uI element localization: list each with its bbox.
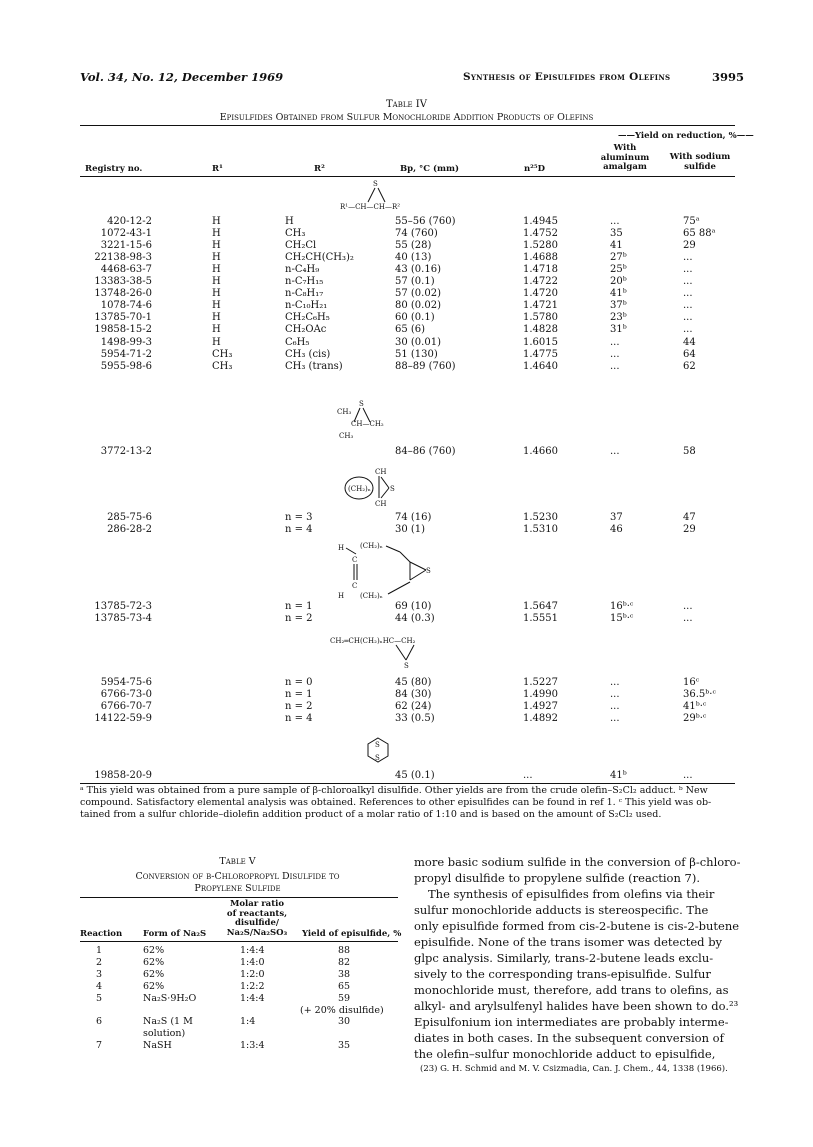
table4-cell-n: n = 3 [285,512,313,523]
svg-text:CH₃: CH₃ [337,408,352,416]
table4-cell-r1: CH₃ [212,348,233,360]
table4-cell-nd: 1.4718 [523,264,558,276]
table4-cell-r1: CH₃ [212,360,233,372]
table4-cell-na: ... [683,601,693,612]
col-nd: n²⁵D [524,164,545,174]
table4-cell-reg: 14122-59-9 [94,713,152,724]
svg-text:S: S [390,485,395,493]
table4-cell-r2: H [285,216,294,227]
table4-cell-nd: 1.4945 [523,216,558,227]
table4-cell-r1: H [212,228,221,240]
table4-cell-reg: 3221-15-6 [100,240,152,252]
svg-text:S: S [426,567,431,575]
svg-text:S: S [404,662,409,670]
table4-cell-al: 41 [610,240,623,252]
table4-cell-na: 44 [683,336,696,348]
table4-cell-reg: 6766-70-7 [100,701,152,712]
table4-cell-na: 29 [683,240,696,252]
table4-cell-al: 23ᵇ [610,312,627,324]
table4-cell-n: n = 2 [285,701,313,712]
table4-cell-nd: 1.5647 [523,601,558,612]
table4-cell-reg: 420-12-2 [107,216,152,227]
table4-cell-al: 20ᵇ [610,276,627,288]
table5-cell-rx: 1 [95,945,102,956]
table4-cell-nd: 1.6015 [523,336,558,348]
table4-cell-bp: 33 (0.5) [395,713,435,724]
body-line: sulfur monochloride adducts is stereospecific. The [414,903,709,917]
table5-cell-rx: 7 [95,1040,102,1052]
table4-cell-na: 47 [683,512,696,523]
body-line: episulfide. None of the trans isomer was detected by [414,935,723,949]
body-line: more basic sodium sulfide in the conversion of β-chloro- [414,855,741,869]
table5-cell-yield: 65 [338,980,351,992]
running-header-left: Vol. 34, No. 12, December 1969 [80,70,284,84]
table4-cell-bp: 57 (0.1) [395,276,435,288]
body-line: diates in both cases. In the subsequent conversion of [414,1031,724,1045]
table5-col-reaction: Reaction [80,929,123,939]
dithiane-ring-structure [366,736,390,766]
table4-cell-na: ... [683,312,693,324]
table4-cell-bp: 30 (0.01) [395,336,441,348]
table4-cell-bp: 60 (0.1) [395,312,435,324]
table4-cell-al: ... [610,216,620,227]
table4-cell-nd: 1.4892 [523,713,558,724]
table4-cell-na: ... [683,252,693,264]
table5-cell-yield: 88 [338,945,351,956]
table4-cell-reg: 13383-38-5 [94,276,152,288]
table4-cell-nd: 1.5551 [523,613,558,624]
table4-cell-nd: 1.4720 [523,288,558,300]
col-registry: Registry no. [85,164,143,174]
table4-cell-al: ... [610,360,620,372]
table4-cell-al: 15ᵇ·ᶜ [610,613,634,624]
table4-cell-nd: 1.5280 [523,240,558,252]
svg-text:S: S [375,754,380,762]
table4-cell-r1: H [212,264,221,276]
table4-cell-na: 41ᵇ·ᶜ [683,701,707,712]
table4-cell-na: 62 [683,360,696,372]
col-sodium-sulfide: With sodium sulfide [669,152,731,172]
thiirane-structure-generic [340,178,430,214]
table4-cell-na: 29 [683,524,696,535]
table5-cell-ratio: 1:4:4 [240,992,265,1004]
table4-cell-nd: 1.4927 [523,701,558,712]
table4-label: Table IV [386,99,427,110]
cyclic-diene-episulfide-structure [338,540,448,600]
table4-cell-reg: 6766-73-0 [100,689,152,700]
vinyl-thiirane-structure [330,634,440,670]
table4-top-rule [80,125,735,126]
table4-header-rule [80,176,735,177]
table4-cell-al: 25ᵇ [610,264,627,276]
table4-cell-r2: n-C₄H₉ [285,264,320,276]
table4-cell-reg: 1498-99-3 [100,336,152,348]
table5-cell-form: 62% [143,980,165,992]
body-line: monochloride must, therefore, add trans to olefins, as [414,983,729,997]
table4-cell-reg: 13748-26-0 [94,288,152,300]
table4-cell-bp: 69 (10) [395,601,432,612]
table4-cell-al: 41ᵇ [610,770,627,781]
table4-cell-r1: H [212,336,221,348]
table4-cell-na: 58 [683,446,696,457]
table5-cell-ratio: 1:2:2 [240,980,265,992]
table4-cell-n: n = 4 [285,713,313,724]
table4-cell-bp: 57 (0.02) [395,288,441,300]
bicyclic-thiirane-structure [345,468,405,508]
table5-cell-rx: 6 [95,1016,102,1028]
tetramethyl-thiirane-structure [337,400,407,442]
table5-cell-ratio: 1:3:4 [240,1040,265,1052]
table4-cell-reg: 13785-72-3 [94,601,152,612]
table4-cell-bp: 55–56 (760) [395,216,456,227]
table5-col-ratio: Molar ratio of reactants, disulfide/ Na₂S/Na₂SO₃ [226,899,288,938]
table5-cell-form: Na₂S (1 M [143,1016,193,1028]
table4-cell-bp: 45 (80) [395,677,432,688]
table5-cell-form: 62% [143,968,165,980]
table4-cell-r1: H [212,240,221,252]
body-line: The synthesis of episulfides from olefins via their [428,887,715,901]
table4-cell-r2: CH₃ (trans) [285,360,343,372]
table5-cell-yield: 59 [338,992,351,1004]
table4-cell-na: ... [683,276,693,288]
table4-cell-na: 29ᵇ·ᶜ [683,713,707,724]
svg-text:H: H [338,592,345,600]
table4-cell-na: 75ᵃ [683,216,700,227]
reference-23: (23) G. H. Schmid and M. V. Csizmadia, Can. J. Chem., 44, 1338 (1966). [420,1064,728,1074]
table4-footnotes: ᵃ This yield was obtained from a pure sample of β-chloroalkyl disulfide. Other yields are from the crude olefin–S₂Cl₂ adduct. ᵇ New compound. Satisfactory elemental analysis was obtained. References to other episulfides can be found in ref 1. ᶜ This yield was ob- tained from a sulfur chloride–diolefin addition product of a molar ratio of 1:10 and is based on the amount of S₂Cl₂ used. [80,785,712,820]
table4-cell-al: ... [610,348,620,360]
body-line: propyl disulfide to propylene sulfide (reaction 7). [414,871,700,885]
table4-cell-al: ... [610,446,620,457]
table4-cell-na: ... [683,288,693,300]
svg-text:C: C [352,582,358,590]
table5-top-rule [80,897,398,898]
body-line: glpc analysis. Similarly, trans-2-butene leads exclu- [414,951,714,965]
svg-text:CH₃: CH₃ [339,432,354,440]
table4-cell-nd: 1.4775 [523,348,558,360]
svg-text:S: S [359,400,364,408]
table5-cell-yield: 38 [338,968,351,980]
table4-cell-nd: 1.5310 [523,524,558,535]
table4-cell-al: ... [610,713,620,724]
table4-cell-na: 36.5ᵇ·ᶜ [683,689,716,700]
svg-text:CH—CH₂: CH—CH₂ [351,420,384,428]
svg-text:R¹—CH—CH—R²: R¹—CH—CH—R² [340,203,401,211]
table5-cell-form: 62% [143,956,165,968]
body-line: sively to the corresponding trans-episulfide. Sulfur [414,967,711,981]
table4-cell-nd: 1.4752 [523,228,558,240]
table4-cell-r2: C₆H₅ [285,336,310,348]
table5-col-form: Form of Na₂S [143,929,207,939]
body-line: Episulfonium ion intermediates are probably interme- [414,1015,729,1029]
table5-cell-yield: 35 [338,1040,351,1052]
table4-cell-al: 37ᵇ [610,300,627,312]
table4-cell-r2: n-C₈H₁₇ [285,288,324,300]
table4-cell-r1: H [212,252,221,264]
table4-cell-bp: 40 (13) [395,252,432,264]
table4-cell-reg: 5954-75-6 [100,677,152,688]
svg-text:S: S [373,180,378,188]
table4-cell-bp: 51 (130) [395,348,438,360]
table4-cell-bp: 43 (0.16) [395,264,441,276]
col-aluminum: With aluminum amalgam [600,143,650,172]
table5-label: Table V [219,856,256,867]
table4-cell-r2: CH₃ [285,228,306,240]
body-line: only episulfide formed from cis-2-butene is cis-2-butene [414,919,740,933]
table4-cell-n: n = 0 [285,677,313,688]
table4-cell-al: 35 [610,228,623,240]
table4-cell-r2: CH₃ (cis) [285,348,331,360]
table4-cell-nd: 1.4640 [523,360,558,372]
table4-cell-nd: 1.5230 [523,512,558,523]
body-line: alkyl- and arylsulfenyl halides have been shown to do.²³ [414,999,739,1013]
svg-text:H: H [338,544,345,552]
table4-cell-n: n = 1 [285,601,313,612]
body-paragraph [414,854,741,1062]
table5-cell-form: NaSH [143,1040,172,1052]
table5-cell-ratio: 1:4:0 [240,956,265,968]
table4-cell-nd: 1.5227 [523,677,558,688]
table5-cell-rx: 5 [95,992,102,1004]
table4-cell-reg: 3772-13-2 [100,446,152,457]
col-r1: R¹ [212,164,223,174]
table5-cell-rx: 2 [95,956,102,968]
table4-cell-nd: 1.4660 [523,446,558,457]
table4-cell-bp: 30 (1) [395,524,426,535]
table4-cell-reg: 5955-98-6 [100,360,152,372]
table4-cell-na: ... [683,300,693,312]
table5-col-yield: Yield of episulfide, % [302,929,402,939]
table4-cell-bp: 74 (16) [395,512,432,523]
running-header-title: Synthesis of Episulfides from Olefins [463,71,671,83]
table4-cell-bp: 44 (0.3) [395,613,435,624]
svg-text:C: C [352,556,358,564]
table4-cell-n: n = 2 [285,613,313,624]
table4-cell-nd: 1.4688 [523,252,558,264]
table4-cell-al: 27ᵇ [610,252,627,264]
table5-cell-yield: 30 [338,1016,351,1028]
table4-cell-reg: 285-75-6 [107,512,152,523]
col-r2: R² [314,164,325,174]
table4-cell-n: n = 4 [285,524,313,535]
table4-cell-bp: 84 (30) [395,689,432,700]
table4-cell-na: ... [683,770,693,781]
table4-cell-na: 65 88ᵃ [683,228,716,240]
table4-cell-r1: H [212,288,221,300]
table4-cell-nd: 1.4990 [523,689,558,700]
table4-cell-r2: CH₂OAc [285,324,327,336]
table4-cell-reg: 286-28-2 [107,524,152,535]
table4-cell-al: 46 [610,524,623,535]
table4-cell-r2: n-C₇H₁₅ [285,276,324,288]
table4-cell-n: n = 1 [285,689,313,700]
body-line: the olefin–sulfur monochloride adduct to episulfide, [414,1047,716,1061]
table4-cell-reg: 1072-43-1 [100,228,152,240]
table4-cell-al: 16ᵇ·ᶜ [610,601,634,612]
table4-cell-reg: 5954-71-2 [100,348,152,360]
table4-cell-nd: 1.4828 [523,324,558,336]
table4-cell-bp: 84–86 (760) [395,446,456,457]
table4-cell-r1: H [212,312,221,324]
table4-cell-r2: CH₂CH(CH₃)₂ [285,252,354,264]
table4-cell-al: ... [610,701,620,712]
table5-cell-form: solution) [143,1028,186,1040]
table4-cell-nd: 1.5780 [523,312,558,324]
table4-cell-bp: 62 (24) [395,701,432,712]
table4-cell-reg: 19858-15-2 [94,324,152,336]
table4-cell-reg: 13785-70-1 [94,312,152,324]
table5-cell-ratio: 1:4:4 [240,945,265,956]
table4-cell-al: ... [610,677,620,688]
svg-text:CH₂═CH(CH₂)ₙHC—CH₂: CH₂═CH(CH₂)ₙHC—CH₂ [330,637,416,645]
table5-cell-yield: 82 [338,956,351,968]
table5-cell-form: Na₂S·9H₂O [143,992,197,1004]
table4-cell-r1: H [212,300,221,312]
table4-bottom-rule [80,783,735,784]
table5-title-2: Propylene Sulfide [194,883,281,894]
table4-cell-r2: CH₂Cl [285,240,317,252]
svg-text:CH: CH [375,500,387,508]
col-bp: Bp, °C (mm) [400,164,460,174]
page-number: 3995 [712,70,745,84]
table4-cell-na: 16ᶜ [683,677,700,688]
table4-cell-nd: ... [523,770,533,781]
table4-cell-na: ... [683,264,693,276]
table5-cell-yield: (+ 20% disulfide) [300,1004,384,1016]
table5-cell-rx: 3 [95,968,102,980]
table4-cell-bp: 45 (0.1) [395,770,435,781]
table5-header-rule [80,941,398,942]
table5-cell-rx: 4 [95,980,102,992]
table4-cell-na: ... [683,324,693,336]
table4-cell-reg: 13785-73-4 [94,613,152,624]
table4-cell-al: ... [610,336,620,348]
svg-text:CH: CH [375,468,387,476]
table4-cell-r2: n-C₁₀H₂₁ [285,300,328,312]
table5-cell-ratio: 1:2:0 [240,968,265,980]
table4-cell-al: ... [610,689,620,700]
table4-cell-r2: CH₂C₆H₅ [285,312,330,324]
svg-text:(CH₂)ₙ: (CH₂)ₙ [348,485,371,493]
table5-title-1: Conversion of β-Chloropropyl Disulfide to [135,871,340,882]
table4-cell-reg: 22138-98-3 [94,252,152,264]
table4-cell-r1: H [212,216,221,227]
table4-cell-al: 37 [610,512,623,523]
table4-cell-bp: 88–89 (760) [395,360,456,372]
table4-cell-r1: H [212,276,221,288]
table4-cell-al: 41ᵇ [610,288,627,300]
table5-cell-ratio: 1:4 [240,1016,256,1028]
table5-cell-form: 62% [143,945,165,956]
table4-cell-al: 31ᵇ [610,324,627,336]
table4-cell-reg: 19858-20-9 [94,770,152,781]
table4-cell-nd: 1.4722 [523,276,558,288]
table4-cell-r1: H [212,324,221,336]
table4-cell-reg: 4468-63-7 [100,264,152,276]
table4-cell-nd: 1.4721 [523,300,558,312]
svg-text:S: S [375,741,380,749]
table4-yield-header: ——Yield on reduction, %—— [618,131,754,141]
table4-cell-bp: 55 (28) [395,240,432,252]
table4-cell-bp: 74 (760) [395,228,438,240]
table4-cell-bp: 80 (0.02) [395,300,441,312]
table4-cell-na: 64 [683,348,696,360]
table4-title: Episulfides Obtained from Sulfur Monochloride Addition Products of Olefins [219,112,594,123]
svg-text:(CH₂)ₙ: (CH₂)ₙ [360,592,383,600]
table4-cell-na: ... [683,613,693,624]
svg-text:(CH₂)ₙ: (CH₂)ₙ [360,542,383,550]
table4-cell-bp: 65 (6) [395,324,426,336]
table4-cell-reg: 1078-74-6 [100,300,152,312]
